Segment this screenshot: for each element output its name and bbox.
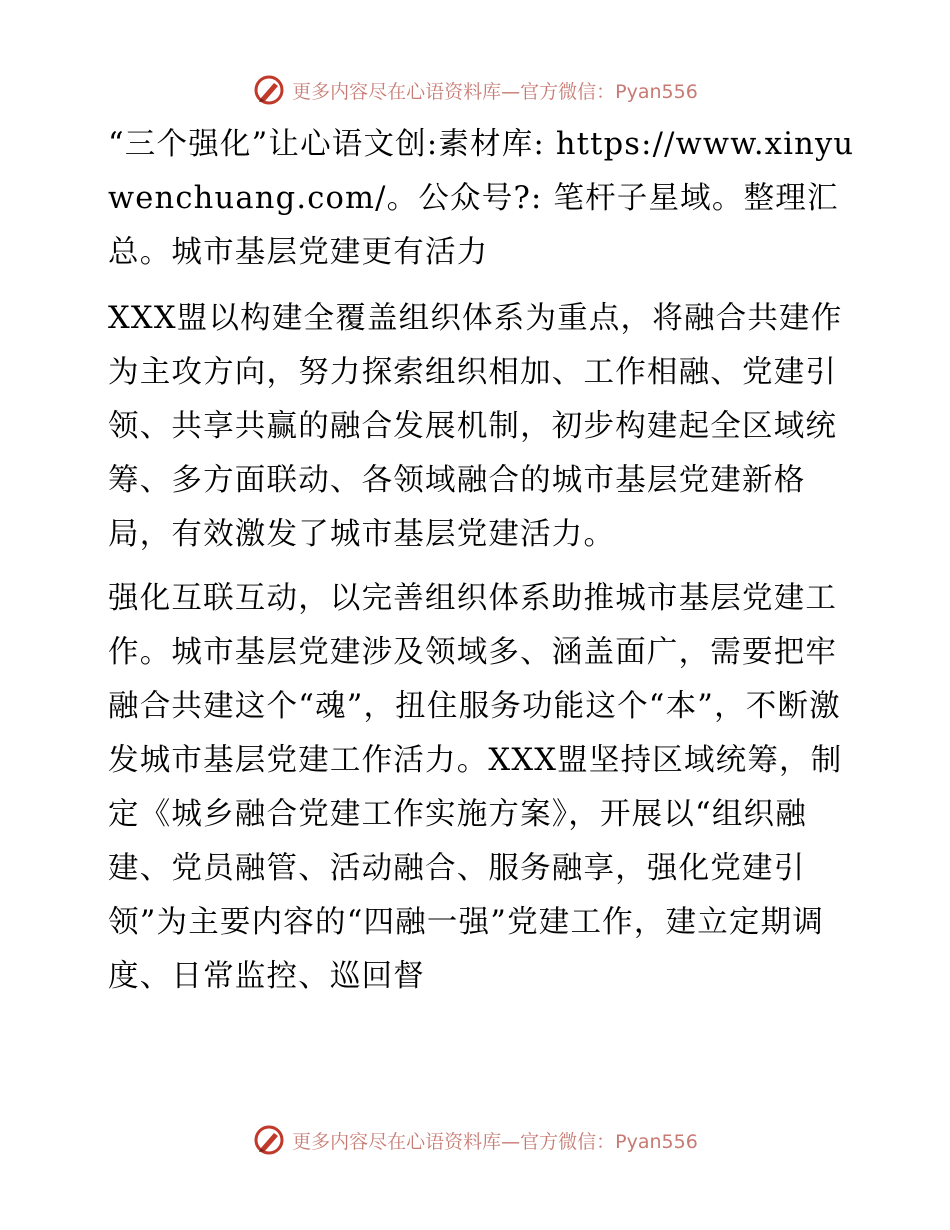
pen-logo-icon [252, 1123, 286, 1157]
watermark-text: 更多内容尽在心语资料库—官方微信：Pyan556 [292, 80, 698, 103]
document-body [98, 118, 858, 1014]
watermark-banner-bottom [0, 1120, 950, 1160]
paragraph-title: “三个强化”让心语文创:素材库: https://www.xinyuwenchuang.com/。公众号?: 笔杆子星域。整理汇总。城市基层党建更有活力 [108, 127, 855, 270]
pen-logo-icon [252, 73, 286, 107]
paragraph-1: XXX盟以构建全覆盖组织体系为重点，将融合共建作为主攻方向，努力探索组织相加、工作相融、党建引领、共享共赢的融合发展机制，初步构建起全区域统筹、多方面联动、各领域融合的城市基层党建新格局，有效激发了城市基层党建活力。 [108, 301, 843, 552]
watermark-text: 更多内容尽在心语资料库—官方微信：Pyan556 [292, 1130, 698, 1153]
watermark-banner-top [0, 70, 950, 110]
paragraph-2: 强化互联互动，以完善组织体系助推城市基层党建工作。城市基层党建涉及领域多、涵盖面广，需要把牢融合共建这个“魂”，扭住服务功能这个“本”，不断激发城市基层党建工作活力。XXX盟坚持区域统筹，制定《城乡融合党建工作实施方案》，开展以“组织融建、党员融管、活动融合、服务融享，强化党建引领”为主要内容的“四融一强”党建工作，建立定期调度、日常监控、巡回督 [108, 581, 843, 994]
